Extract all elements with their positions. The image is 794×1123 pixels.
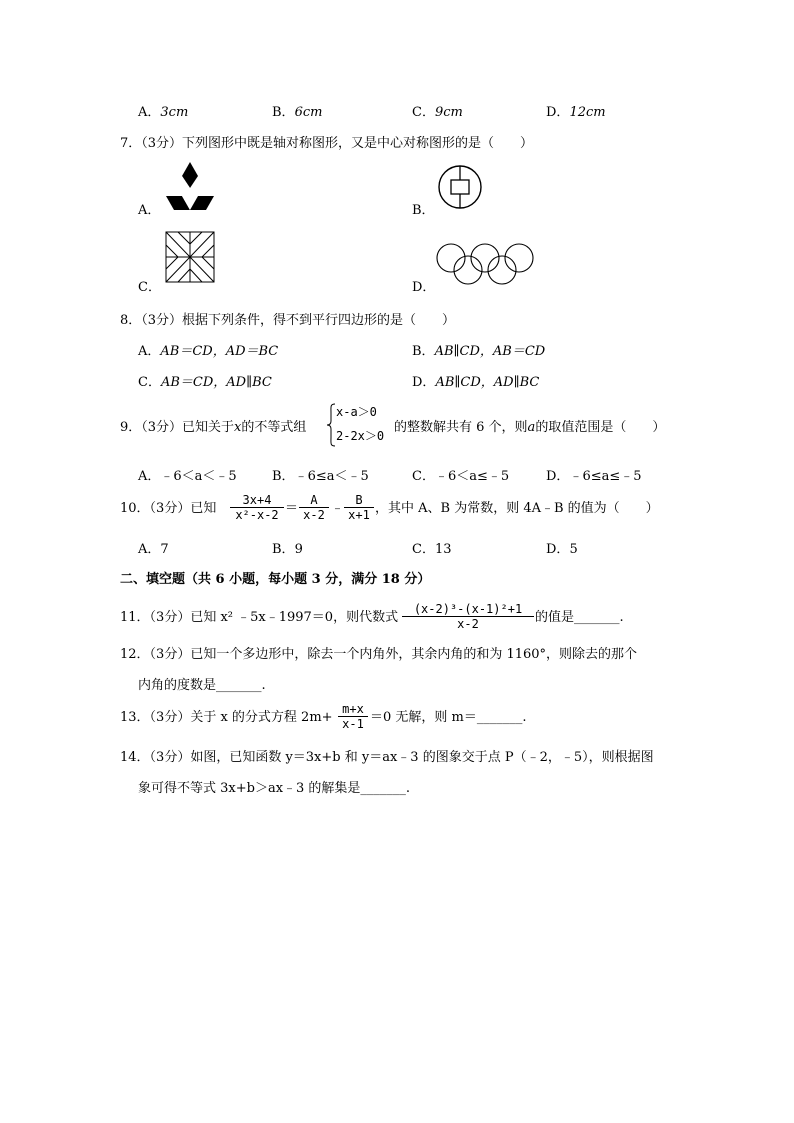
q9-stem-suffix [394, 420, 665, 436]
q9-inequality-2: 2-2x＞0 [336, 429, 385, 443]
q7-option-c-label: C． [138, 280, 161, 295]
q10-numerator-1: 3x+4 [242, 493, 272, 507]
q8-option-a [138, 344, 278, 360]
q8-option-d [412, 375, 539, 391]
q11-denominator: x-2 [457, 617, 479, 631]
q6-option-d-label: D． [546, 105, 570, 120]
q10-option-a-label: A． [138, 542, 161, 557]
q10-equals: ＝ [285, 501, 299, 516]
q10-option-d-text: 5 [569, 542, 578, 557]
q13-fraction [338, 702, 368, 731]
q9-prefix: 9．（3分）已知关于 [120, 420, 235, 435]
q9-suffix2: 的取值范围是（ ） [535, 420, 666, 435]
q9-option-c-text: ﹣6＜a≤﹣5 [434, 469, 510, 484]
q8-option-d-label: D． [412, 375, 436, 390]
q13-suffix: ＝0 无解，则 m＝_______. [370, 710, 527, 725]
q10-prefix: 10．（3分）已知 [120, 501, 217, 516]
q10-option-d-label: D． [546, 542, 570, 557]
q6-option-c [412, 105, 463, 121]
q9-var-a: a [527, 420, 536, 435]
q11-numerator: (x-2)³-(x-1)²+1 [413, 602, 523, 616]
q14-line-1: 14．（3分）如图，已知函数 y＝3x+b 和 y＝ax﹣3 的图象交于点 P（﹣2，﹣5），则根据图 [120, 750, 654, 765]
q7-option-b-label: B． [412, 203, 435, 218]
q8-option-c [138, 375, 272, 391]
q6-option-c-label: C． [412, 105, 435, 120]
q10-option-a-text: 7 [160, 542, 169, 557]
q10-numerator-3: B [355, 493, 363, 507]
q6-option-d [546, 105, 606, 121]
pinwheel-figure [162, 228, 218, 286]
q13-numerator: m+x [342, 702, 364, 716]
q11-prefix: 11．（3分）已知 x² ﹣5x﹣1997＝0，则代数式 [120, 610, 399, 625]
q10-fraction-2 [299, 493, 329, 522]
q9-mid: 的不等式组 [241, 420, 307, 435]
q6-option-c-text: 9cm [434, 105, 463, 120]
q6-option-a-label: A． [138, 105, 161, 120]
q10-minus: ﹣ [331, 501, 345, 516]
q7-option-a-label: A． [138, 203, 161, 218]
q9-option-b-label: B． [272, 469, 295, 484]
q8-stem: 8．（3分）根据下列条件，得不到平行四边形的是（ ） [120, 313, 456, 328]
q9-option-b [272, 469, 369, 485]
q10-fraction-1 [230, 493, 284, 522]
q9-option-a [138, 469, 237, 485]
q9-stem-prefix [120, 420, 306, 436]
q6-option-d-text: 12cm [569, 105, 606, 120]
three-diamonds-figure [162, 160, 218, 214]
q9-option-c [412, 469, 509, 485]
q12-line-2: 内角的度数是_______. [138, 678, 266, 693]
q10-option-c-label: C． [412, 542, 435, 557]
q8-option-b [412, 344, 545, 360]
q9-option-d-text: ﹣6≤a≤﹣5 [569, 469, 642, 484]
q9-inequality-1: x-a＞0 [336, 405, 377, 419]
q9-suffix1: 的整数解共有 6 个，则 [394, 420, 528, 435]
q13-denominator: x-1 [342, 717, 364, 731]
q9-option-a-label: A． [138, 469, 161, 484]
q13-prefix: 13．（3分）关于 x 的分式方程 2m+ [120, 710, 333, 725]
q11-suffix: 的值是_______. [535, 610, 624, 625]
q6-option-b-label: B． [272, 105, 295, 120]
q7-option-d-label: D． [412, 280, 436, 295]
q10-denominator-3: x+1 [348, 508, 370, 522]
q10-denominator-2: x-2 [303, 508, 325, 522]
q9-option-c-label: C． [412, 469, 435, 484]
q8-option-c-text: AB＝CD，AD∥BC [160, 375, 272, 390]
q9-var-x: x [234, 420, 242, 435]
circle-square-coin-figure [436, 163, 486, 213]
q8-option-a-label: A． [138, 344, 161, 359]
q7-stem: 7．（3分）下列图形中既是轴对称图形，又是中心对称图形的是（ ） [120, 136, 534, 151]
q8-option-b-text: AB∥CD，AB＝CD [434, 344, 546, 359]
q10-numerator-2: A [310, 493, 318, 507]
q10-option-b [272, 542, 303, 558]
q10-fraction-3 [344, 493, 374, 522]
q10-option-b-label: B． [272, 542, 295, 557]
q10-option-a [138, 542, 169, 558]
q9-option-b-text: ﹣6≤a＜﹣5 [294, 469, 369, 484]
q6-option-b [272, 105, 322, 121]
q6-option-a [138, 105, 188, 121]
q10-option-c-text: 13 [434, 542, 452, 557]
q8-option-d-text: AB∥CD，AD∥BC [435, 375, 540, 390]
q10-denominator-1: x²-x-2 [235, 508, 279, 522]
q12-line-1: 12．（3分）已知一个多边形中，除去一个内角外，其余内角的和为 1160°，则除去的那个 [120, 647, 638, 662]
q9-option-d-label: D． [546, 469, 570, 484]
q10-option-b-text: 9 [294, 542, 303, 557]
q8-option-c-label: C． [138, 375, 161, 390]
q10-option-c [412, 542, 452, 558]
q11-fraction [402, 602, 534, 631]
q6-option-b-text: 6cm [294, 105, 323, 120]
q9-option-a-text: ﹣6＜a＜﹣5 [160, 469, 237, 484]
q14-line-2: 象可得不等式 3x+b＞ax﹣3 的解集是_______. [138, 781, 411, 796]
olympic-rings-figure [434, 241, 536, 287]
q8-option-b-label: B． [412, 344, 435, 359]
q8-option-a-text: AB＝CD，AD＝BC [160, 344, 279, 359]
q10-option-d [546, 542, 578, 558]
q6-option-a-text: 3cm [160, 105, 189, 120]
q10-suffix: ，其中 A、B 为常数，则 4A﹣B 的值为（ ） [375, 501, 659, 516]
left-brace-icon [326, 403, 336, 447]
q9-option-d [546, 469, 642, 485]
section-2-title: 二、填空题（共 6 小题，每小题 3 分，满分 18 分） [120, 572, 431, 587]
